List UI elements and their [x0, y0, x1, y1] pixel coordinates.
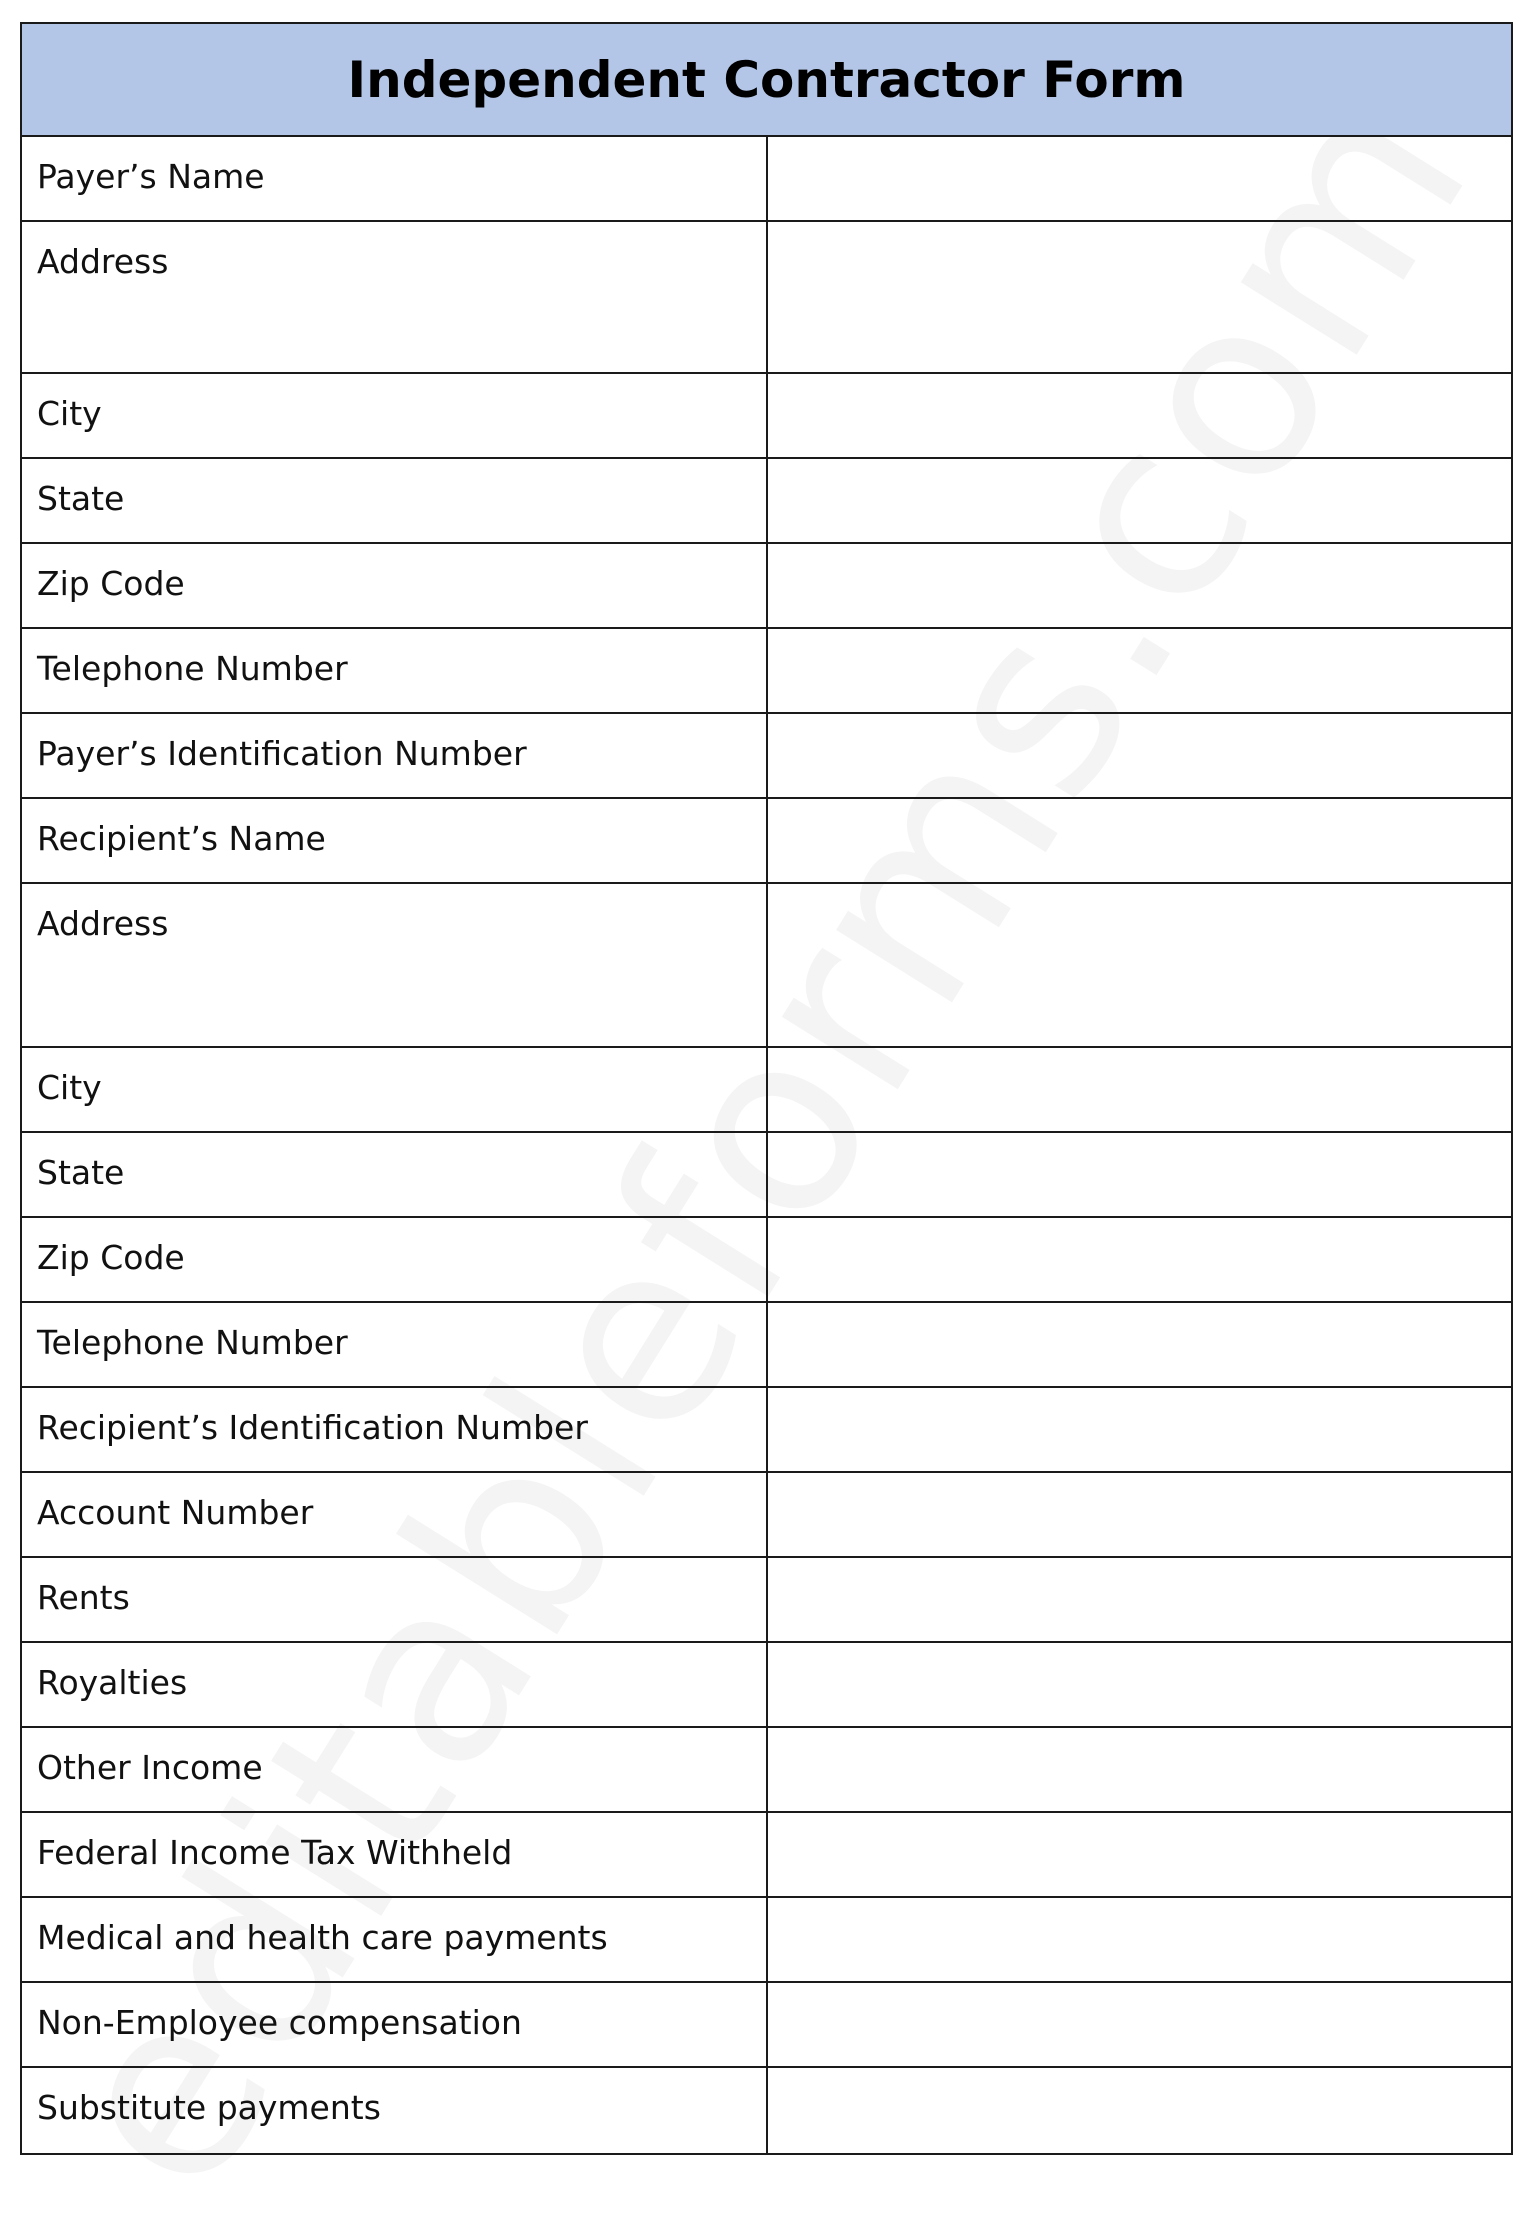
field-label: City [22, 374, 768, 457]
form-row [22, 1813, 1511, 1898]
form-row [22, 374, 1511, 459]
field-label: Rents [22, 1558, 768, 1641]
field-label: Non-Employee compensation [22, 1983, 768, 2066]
payer-address-field[interactable] [768, 222, 1511, 372]
form-row [22, 1983, 1511, 2068]
form-row [22, 1218, 1511, 1303]
field-label: Royalties [22, 1643, 768, 1726]
field-label: Substitute payments [22, 2068, 768, 2153]
non-employee-compensation-field[interactable] [768, 1983, 1511, 2066]
payer-state-field[interactable] [768, 459, 1511, 542]
payer-telephone-field[interactable] [768, 629, 1511, 712]
form-row [22, 1898, 1511, 1983]
form-row [22, 714, 1511, 799]
field-label: Recipient’s Identification Number [22, 1388, 768, 1471]
field-label: Account Number [22, 1473, 768, 1556]
field-label: Address [22, 222, 768, 372]
field-label: Recipient’s Name [22, 799, 768, 882]
form-row [22, 1048, 1511, 1133]
form-row [22, 629, 1511, 714]
form-row [22, 459, 1511, 544]
field-label: Address [22, 884, 768, 1046]
form-row [22, 1728, 1511, 1813]
form-row [22, 222, 1511, 374]
form-row [22, 137, 1511, 222]
form-row [22, 544, 1511, 629]
recipient-zip-field[interactable] [768, 1218, 1511, 1301]
field-label: Telephone Number [22, 1303, 768, 1386]
royalties-field[interactable] [768, 1643, 1511, 1726]
field-label: Telephone Number [22, 629, 768, 712]
field-label: Medical and health care payments [22, 1898, 768, 1981]
form-row [22, 1643, 1511, 1728]
field-label: Payer’s Name [22, 137, 768, 220]
recipient-city-field[interactable] [768, 1048, 1511, 1131]
substitute-payments-field[interactable] [768, 2068, 1511, 2153]
form-row [22, 1133, 1511, 1218]
field-label: State [22, 1133, 768, 1216]
form-row [22, 884, 1511, 1048]
federal-tax-withheld-field[interactable] [768, 1813, 1511, 1896]
field-label: Federal Income Tax Withheld [22, 1813, 768, 1896]
recipient-address-field[interactable] [768, 884, 1511, 1046]
form-row [22, 1558, 1511, 1643]
payer-id-field[interactable] [768, 714, 1511, 797]
form-row [22, 1473, 1511, 1558]
form-row [22, 1303, 1511, 1388]
rents-field[interactable] [768, 1558, 1511, 1641]
payer-city-field[interactable] [768, 374, 1511, 457]
form-row [22, 799, 1511, 884]
form-row [22, 2068, 1511, 2153]
payer-name-field[interactable] [768, 137, 1511, 220]
recipient-state-field[interactable] [768, 1133, 1511, 1216]
field-label: City [22, 1048, 768, 1131]
account-number-field[interactable] [768, 1473, 1511, 1556]
other-income-field[interactable] [768, 1728, 1511, 1811]
recipient-telephone-field[interactable] [768, 1303, 1511, 1386]
form-header [22, 24, 1511, 137]
field-label: State [22, 459, 768, 542]
form-row [22, 1388, 1511, 1473]
field-label: Other Income [22, 1728, 768, 1811]
recipient-name-field[interactable] [768, 799, 1511, 882]
payer-zip-field[interactable] [768, 544, 1511, 627]
field-label: Zip Code [22, 1218, 768, 1301]
field-label: Zip Code [22, 544, 768, 627]
field-label: Payer’s Identification Number [22, 714, 768, 797]
form-title: Independent Contractor Form [347, 50, 1186, 109]
recipient-id-field[interactable] [768, 1388, 1511, 1471]
medical-payments-field[interactable] [768, 1898, 1511, 1981]
contractor-form [20, 22, 1513, 2155]
